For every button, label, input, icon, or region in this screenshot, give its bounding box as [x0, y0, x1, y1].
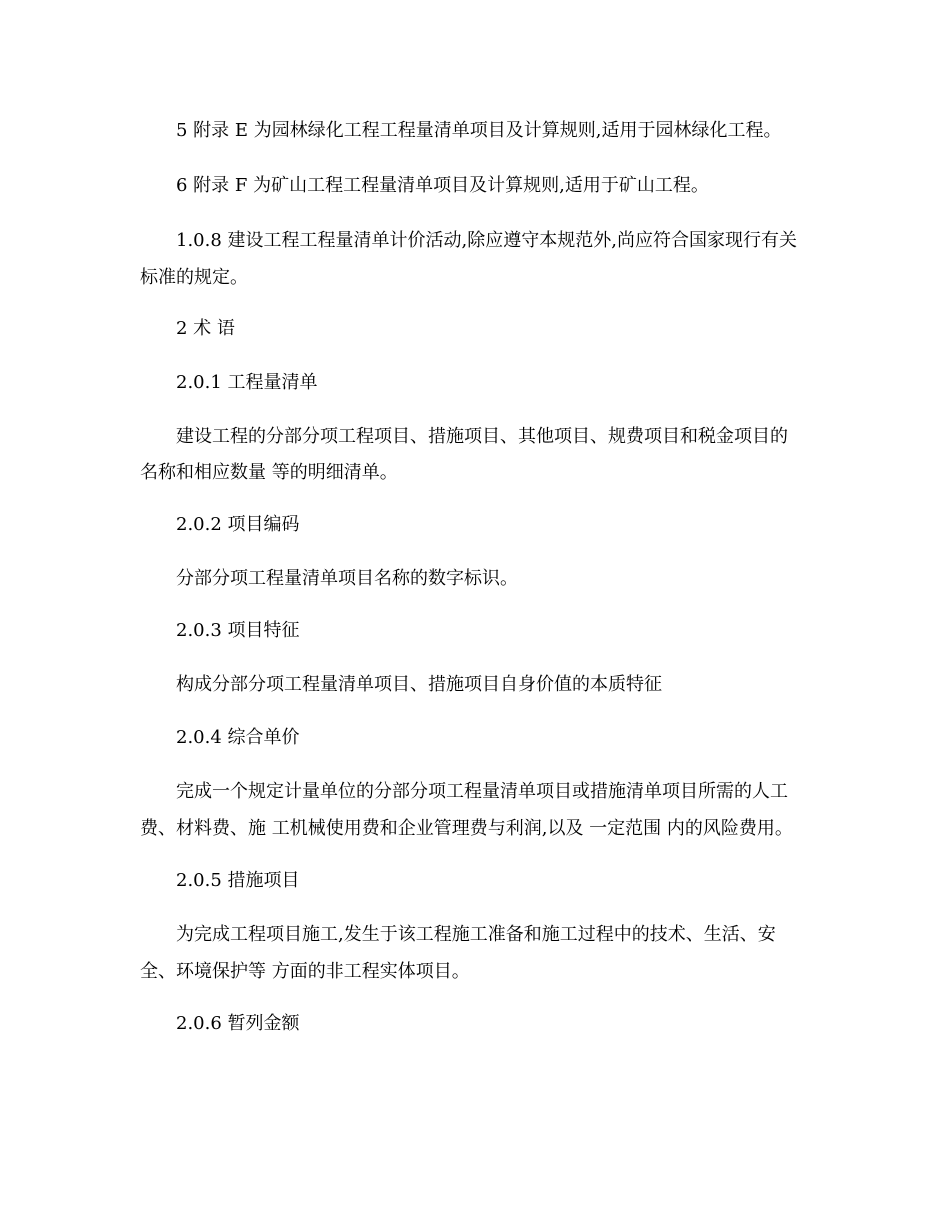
- term-2-0-4-definition-line-2: 费、材料费、施 工机械使用费和企业管理费与利润,以及 一定范围 内的风险费用。: [140, 818, 793, 839]
- term-2-0-4-heading: 2.0.4 综合单价: [176, 727, 300, 748]
- term-2-0-5-definition-line-1: 为完成工程项目施工,发生于该工程施工准备和施工过程中的技术、生活、安: [176, 924, 776, 945]
- clause-1-0-8-line-1: 1.0.8 建设工程工程量清单计价活动,除应遵守本规范外,尚应符合国家现行有关: [176, 230, 797, 251]
- term-2-0-5-definition-line-2: 全、环境保护等 方面的非工程实体项目。: [140, 961, 470, 982]
- chapter-2-heading: 2 术 语: [176, 318, 235, 339]
- term-2-0-6-heading: 2.0.6 暂列金额: [176, 1013, 300, 1034]
- term-2-0-1-definition-line-1: 建设工程的分部分项工程项目、措施项目、其他项目、规费项目和税金项目的: [176, 426, 788, 447]
- term-2-0-1-heading: 2.0.1 工程量清单: [176, 372, 318, 393]
- term-2-0-4-definition-line-1: 完成一个规定计量单位的分部分项工程量清单项目或措施清单项目所需的人工: [176, 781, 788, 802]
- term-2-0-5-heading: 2.0.5 措施项目: [176, 870, 300, 891]
- term-2-0-1-definition-line-2: 名称和相应数量 等的明细清单。: [140, 462, 398, 483]
- clause-1-0-8-line-2: 标准的规定。: [140, 267, 248, 288]
- term-2-0-3-heading: 2.0.3 项目特征: [176, 620, 300, 641]
- appendix-f-line: 6 附录 F 为矿山工程工程量清单项目及计算规则,适用于矿山工程。: [176, 175, 709, 196]
- term-2-0-2-definition: 分部分项工程量清单项目名称的数字标识。: [176, 568, 518, 589]
- term-2-0-3-definition: 构成分部分项工程量清单项目、措施项目自身价值的本质特征: [176, 674, 662, 695]
- term-2-0-2-heading: 2.0.2 项目编码: [176, 514, 300, 535]
- appendix-e-line: 5 附录 E 为园林绿化工程工程量清单项目及计算规则,适用于园林绿化工程。: [176, 120, 782, 141]
